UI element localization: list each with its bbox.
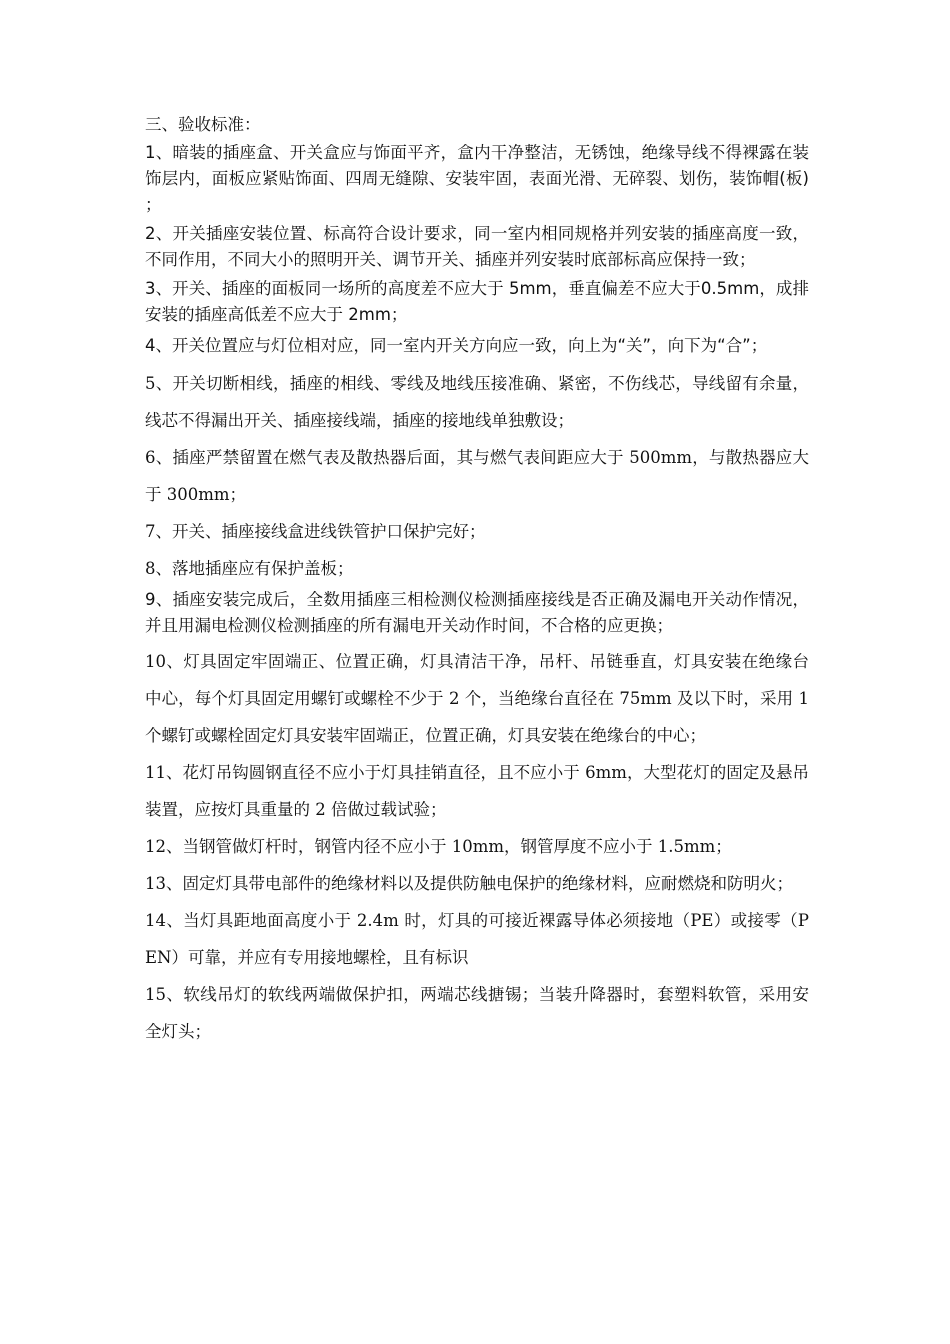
list-item: 9、插座安装完成后，全数用插座三相检测仪检测插座接线是否正确及漏电开关动作情况，并且用漏电检测仪检测插座的所有漏电开关动作时间，不合格的应更换； <box>145 590 809 635</box>
list-item: 14、当灯具距地面高度小于 2.4m 时，灯具的可接近裸露导体必须接地（PE）或接零（PEN）可靠，并应有专用接地螺栓，且有标识 <box>145 911 809 967</box>
list-item: 2、开关插座安装位置、标高符合设计要求，同一室内相同规格并列安装的插座高度一致，不同作用，不同大小的照明开关、调节开关、插座并列安装时底部标高应保持一致； <box>145 224 809 269</box>
list-item: 15、软线吊灯的软线两端做保护扣，两端芯线搪锡；当装升降器时，套塑料软管，采用安全灯头； <box>145 985 809 1041</box>
list-item: 1、暗装的插座盒、开关盒应与饰面平齐，盒内干净整洁，无锈蚀，绝缘导线不得裸露在装饰层内，面板应紧贴饰面、四周无缝隙、安装牢固，表面光滑、无碎裂、划伤，装饰帽(板) ； <box>145 143 809 214</box>
list-item: 5、开关切断相线，插座的相线、零线及地线压接准确、紧密，不伤线芯，导线留有余量，线芯不得漏出开关、插座接线端，插座的接地线单独敷设； <box>145 374 809 430</box>
list-item: 8、落地插座应有保护盖板； <box>145 559 354 578</box>
list-item: 7、开关、插座接线盒进线铁管护口保护完好； <box>145 522 486 541</box>
section-heading: 三、验收标准： <box>145 115 261 134</box>
list-item: 10、灯具固定牢固端正、位置正确，灯具清洁干净，吊杆、吊链垂直，灯具安装在绝缘台中心，每个灯具固定用螺钉或螺栓不少于 2 个，当绝缘台直径在 75mm 及以下时，采用 1 个螺钉或螺栓固定灯具安装牢固端正，位置正确，灯具安装在绝缘台的中心； <box>145 652 809 745</box>
list-item: 4、开关位置应与灯位相对应，同一室内开关方向应一致，向上为“关”，向下为“合”； <box>145 336 768 355</box>
list-item: 11、花灯吊钩圆钢直径不应小于灯具挂销直径，且不应小于 6mm，大型花灯的固定及悬吊装置，应按灯具重量的 2 倍做过载试验； <box>145 763 809 819</box>
document-page <box>145 112 809 1050</box>
list-item: 6、插座严禁留置在燃气表及散热器后面，其与燃气表间距应大于 500mm，与散热器应大于 300mm； <box>145 448 809 504</box>
list-item: 3、开关、插座的面板同一场所的高度差不应大于 5mm，垂直偏差不应大于0.5mm，成排安装的插座高低差不应大于 2mm； <box>145 279 809 324</box>
list-item: 13、固定灯具带电部件的绝缘材料以及提供防触电保护的绝缘材料，应耐燃烧和防明火； <box>145 874 793 893</box>
list-item: 12、当钢管做灯杆时，钢管内径不应小于 10mm，钢管厚度不应小于 1.5mm； <box>145 837 732 856</box>
